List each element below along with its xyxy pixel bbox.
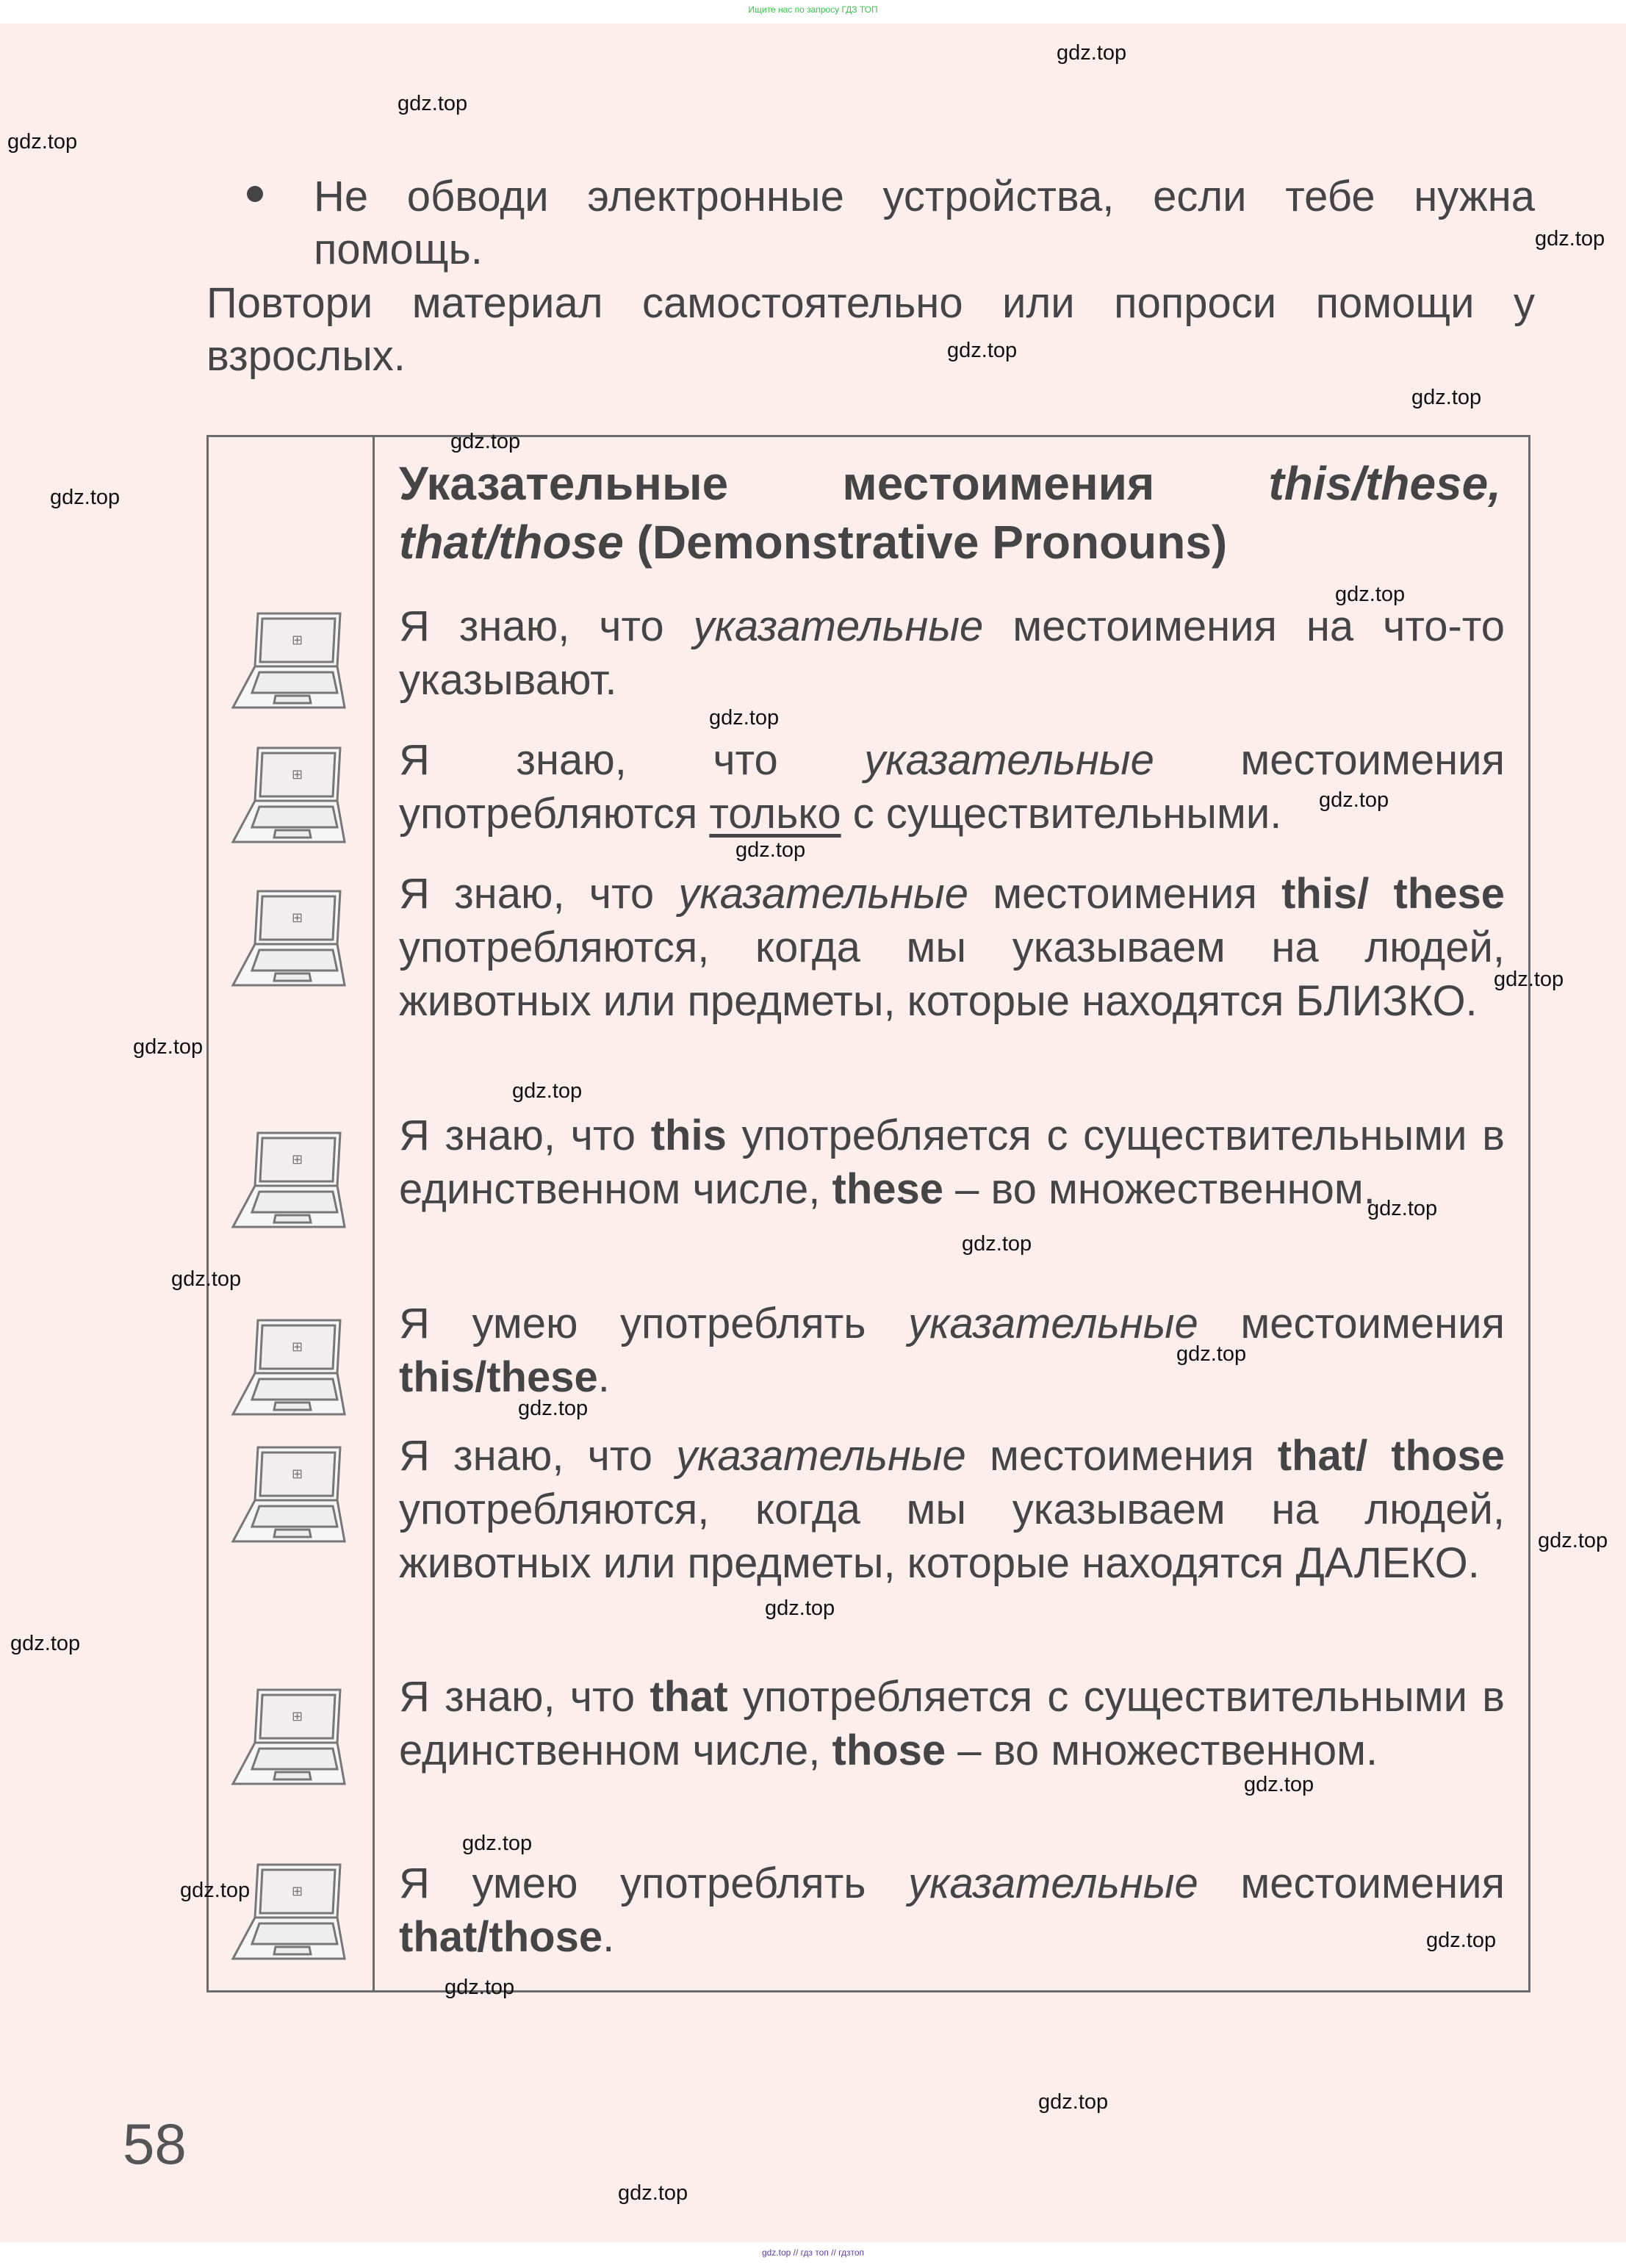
watermark: gdz.top (1494, 968, 1564, 991)
row-1-italic: указательные (693, 602, 984, 650)
watermark: gdz.top (171, 1267, 242, 1291)
row-3-text (399, 867, 1505, 1028)
top-banner: Ищите нас по запросу ГДЗ ТОП (748, 4, 878, 15)
row-3-c: местоимения (968, 870, 1282, 918)
row-6-bold: that/ those (1277, 1432, 1505, 1480)
row-4-b: употребляется с существительными в единственном числе, (399, 1112, 1505, 1213)
row-7-bold-1: that (650, 1673, 728, 1721)
watermark: gdz.top (50, 486, 120, 509)
row-2-italic: указательные (864, 736, 1154, 784)
laptop-icon (230, 741, 348, 851)
bullet-point (247, 186, 263, 202)
watermark: gdz.top (397, 92, 468, 115)
laptop-icon (230, 1682, 348, 1793)
review-instruction: Повтори материал самостоятельно или попроси помощи у взрослых. (206, 279, 1535, 380)
watermark: gdz.top (1426, 1929, 1497, 1952)
watermark: gdz.top (709, 706, 780, 730)
row-3-a: Я знаю, что (399, 870, 679, 918)
watermark: gdz.top (1038, 2090, 1109, 2114)
row-5-text (399, 1297, 1505, 1404)
row-8-a: Я умею употреблять (399, 1860, 909, 1907)
heading-that-those: that/those (399, 516, 624, 569)
heading-prefix: Указательные местоимения (399, 457, 1269, 510)
watermark: gdz.top (445, 1976, 515, 1999)
watermark: gdz.top (10, 1632, 81, 1655)
row-6-a: Я знаю, что (399, 1432, 677, 1480)
row-7-a: Я знаю, что (399, 1673, 650, 1721)
svg-text:⊞: ⊞ (292, 767, 303, 782)
row-2-d: с существительными. (841, 790, 1282, 838)
svg-text:⊞: ⊞ (292, 1152, 303, 1167)
svg-text:⊞: ⊞ (292, 1466, 303, 1482)
watermark: gdz.top (1057, 41, 1127, 65)
laptop-icon (230, 1440, 348, 1550)
svg-text:⊞: ⊞ (292, 1339, 303, 1355)
svg-text:⊞: ⊞ (292, 1709, 303, 1724)
row-8-text (399, 1857, 1505, 1964)
watermark: gdz.top (1411, 386, 1482, 409)
watermark: gdz.top (180, 1879, 251, 1902)
row-6-text (399, 1429, 1505, 1590)
watermark: gdz.top (735, 838, 806, 862)
row-8-d: . (602, 1913, 615, 1961)
row-8-c: местоимения (1198, 1860, 1505, 1907)
watermark: gdz.top (1319, 788, 1389, 812)
laptop-icon (230, 606, 348, 716)
row-6-d: употребляются, когда мы указываем на людей, животных или предметы, которые находятся ДАЛЕКО. (399, 1486, 1505, 1587)
bottom-footer: gdz.top // гдз топ // гдзтоп (761, 2247, 865, 2258)
row-4-a: Я знаю, что (399, 1112, 651, 1159)
watermark: gdz.top (133, 1035, 204, 1059)
row-3-italic: указательные (678, 870, 968, 918)
row-7-text (399, 1670, 1505, 1777)
row-5-italic: указательные (908, 1300, 1198, 1347)
laptop-icon (230, 884, 348, 994)
row-2-c: местоимения употребляются (399, 736, 1505, 838)
laptop-icon (230, 1313, 348, 1423)
table-column-divider (373, 436, 375, 1991)
watermark: gdz.top (1535, 227, 1605, 251)
watermark: gdz.top (1335, 583, 1406, 606)
heading-this-these: this/these, (1268, 457, 1501, 510)
watermark: gdz.top (947, 339, 1018, 362)
watermark: gdz.top (512, 1079, 583, 1103)
row-2-underlined: только (709, 790, 841, 838)
row-5-d: . (597, 1353, 610, 1401)
row-5-a: Я умею употреблять (399, 1300, 909, 1347)
row-4-bold-1: this (650, 1112, 727, 1159)
svg-text:⊞: ⊞ (292, 633, 303, 648)
row-2-text (399, 733, 1505, 840)
row-4-c: – во множественном. (943, 1165, 1375, 1213)
row-4-text (399, 1109, 1505, 1216)
bullet-instruction: Не обводи электронные устройства, если тебе нужна помощь. (314, 173, 1535, 273)
row-8-bold: that/those (399, 1913, 603, 1961)
row-7-bold-2: those (832, 1727, 946, 1774)
row-2-a: Я знаю, что (399, 736, 865, 784)
laptop-icon (230, 1857, 348, 1968)
watermark: gdz.top (1176, 1342, 1247, 1366)
watermark: gdz.top (518, 1397, 589, 1420)
watermark: gdz.top (450, 430, 521, 453)
row-3-d: употребляются, когда мы указываем на людей, животных или предметы, которые находятся БЛИЗКО. (399, 924, 1505, 1025)
row-6-italic: указательные (676, 1432, 966, 1480)
watermark: gdz.top (1367, 1197, 1438, 1220)
page-number: 58 (123, 2112, 187, 2176)
watermark: gdz.top (7, 130, 78, 154)
table-heading (399, 454, 1501, 572)
row-6-c: местоимения (965, 1432, 1278, 1480)
row-1-c: местоимения на что-то указывают. (399, 602, 1505, 704)
row-7-c: – во множественном. (946, 1727, 1378, 1774)
svg-text:⊞: ⊞ (292, 910, 303, 926)
watermark: gdz.top (765, 1596, 835, 1620)
row-4-bold-2: these (832, 1165, 944, 1213)
row-1-text (399, 600, 1505, 707)
watermark: gdz.top (618, 2181, 688, 2205)
row-3-bold: this/ these (1281, 870, 1505, 918)
row-7-b: употребляется с существительными в единственном числе, (399, 1673, 1505, 1774)
watermark: gdz.top (962, 1232, 1032, 1256)
row-1-a: Я знаю, что (399, 602, 694, 650)
laptop-icon (230, 1126, 348, 1236)
watermark: gdz.top (1538, 1529, 1608, 1552)
row-5-c: местоимения (1198, 1300, 1505, 1347)
svg-text:⊞: ⊞ (292, 1884, 303, 1899)
watermark: gdz.top (462, 1832, 533, 1855)
heading-suffix: (Demonstrative Pronouns) (623, 516, 1228, 569)
row-8-italic: указательные (908, 1860, 1198, 1907)
watermark: gdz.top (1244, 1773, 1314, 1796)
row-5-bold: this/these (399, 1353, 598, 1401)
